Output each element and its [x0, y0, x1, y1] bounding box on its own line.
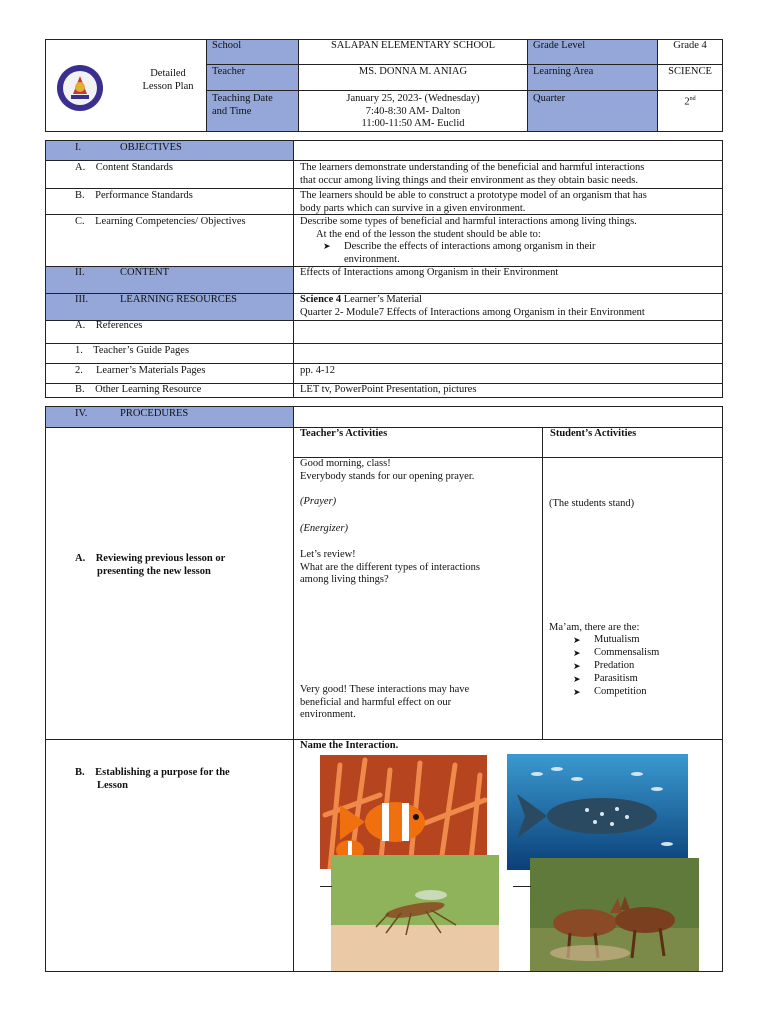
arrow-bullet-icon: ➤	[573, 687, 581, 697]
content-standards-label: A. Content Standards	[75, 162, 173, 173]
content-heading: CONTENT	[120, 267, 169, 278]
list-item: Parasitism	[594, 673, 638, 684]
arrow-bullet-icon: ➤	[573, 661, 581, 671]
quarter-label: Quarter	[533, 93, 566, 104]
performance-standards-label: B. Performance Standards	[75, 190, 193, 201]
objectives-heading: OBJECTIVES	[120, 142, 182, 153]
deer-fighting-image	[530, 858, 699, 971]
learners-materials-value: pp. 4-12	[300, 365, 335, 376]
school-label: School	[212, 40, 242, 51]
student-activities-header: Student’s Activities	[550, 428, 637, 439]
teacher-review: Let’s review! What are the different types of interactions among living things?	[300, 549, 480, 585]
teacher-prayer: (Prayer)	[300, 496, 337, 507]
mosquito-image	[331, 855, 499, 971]
objectives-num: I.	[75, 142, 82, 153]
resources-heading: LEARNING RESOURCES	[120, 294, 237, 305]
student-stand: (The students stand)	[549, 498, 635, 509]
plan-title: Detailed Lesson Plan	[142, 68, 194, 92]
performance-standards-value: The learners should be able to construct a prototype model of an organism that has body parts which can survive in a given environment.	[300, 190, 647, 214]
school-seal-logo	[56, 64, 104, 112]
procedures-num: IV.	[75, 408, 88, 419]
grade-value: Grade 4	[673, 40, 707, 51]
resources-num: III.	[75, 294, 89, 305]
teachers-guide-label: 1. Teacher’s Guide Pages	[75, 345, 190, 356]
list-item: Predation	[594, 660, 635, 671]
arrow-bullet-icon: ➤	[573, 648, 581, 658]
arrow-bullet-icon: ➤	[573, 635, 581, 645]
answer-line	[513, 886, 531, 887]
teacher-activities-header: Teacher’s Activities	[300, 428, 388, 439]
content-standards-value: The learners demonstrate understanding of the beneficial and harmful interactions that occur among living things and their environment as they obtain basic needs.	[300, 162, 645, 186]
teacher-label: Teacher	[212, 66, 246, 77]
area-value: SCIENCE	[668, 66, 712, 77]
area-label: Learning Area	[533, 66, 594, 77]
competencies-label: C. Learning Competencies/ Objectives	[75, 216, 246, 227]
teacher-energizer: (Energizer)	[300, 523, 349, 534]
school-value: SALAPAN ELEMENTARY SCHOOL	[330, 40, 496, 51]
competencies-value: Describe some types of beneficial and harmful interactions among living things. At the end of the lesson the student should be able to:	[300, 216, 637, 240]
learners-materials-label: 2. Learner’s Materials Pages	[75, 365, 206, 376]
references-label: A. References	[75, 320, 143, 331]
arrow-bullet-icon: ➤	[323, 241, 331, 251]
date-label: Teaching Date and Time	[212, 93, 273, 117]
grade-label: Grade Level	[533, 40, 586, 51]
student-answer: Ma’am, there are the:	[549, 622, 640, 633]
competency-objective: Describe the effects of interactions among organism in their environment.	[344, 241, 596, 265]
procedures-heading: PROCEDURES	[120, 408, 189, 419]
teacher-greeting: Good morning, class! Everybody stands for our opening prayer.	[300, 458, 475, 482]
other-resources-value: LET tv, PowerPoint Presentation, pictures	[300, 384, 477, 395]
name-the-interaction-heading: Name the Interaction.	[300, 740, 399, 751]
quarter-value: 2nd	[684, 96, 696, 108]
content-num: II.	[75, 267, 85, 278]
date-value: January 25, 2023- (Wednesday) 7:40-8:30 AM- Dalton 11:00-11:50 AM- Euclid	[346, 93, 480, 129]
header-label-fill	[528, 40, 657, 131]
arrow-bullet-icon: ➤	[573, 674, 581, 684]
answer-line	[320, 886, 332, 887]
content-value: Effects of Interactions among Organism in their Environment	[300, 267, 559, 278]
teacher-value: MS. DONNA M. ANIAG	[358, 66, 468, 77]
other-resources-label: B. Other Learning Resource	[75, 384, 202, 395]
resources-value: Science 4 Learner’s Material Quarter 2- Module7 Effects of Interactions among Organism in their Environment	[300, 294, 645, 318]
clownfish-anemone-image	[320, 755, 487, 869]
list-item: Mutualism	[594, 634, 640, 645]
list-item: Commensalism	[594, 647, 660, 658]
teacher-response: Very good! These interactions may have beneficial and harmful effect on our environment.	[300, 684, 470, 720]
whale-shark-fish-image	[507, 754, 688, 870]
list-item: Competition	[594, 686, 647, 697]
step-b-label: B. Establishing a purpose for the Lesson	[75, 767, 230, 791]
step-a-label: A. Reviewing previous lesson or presenting the new lesson	[75, 553, 226, 577]
